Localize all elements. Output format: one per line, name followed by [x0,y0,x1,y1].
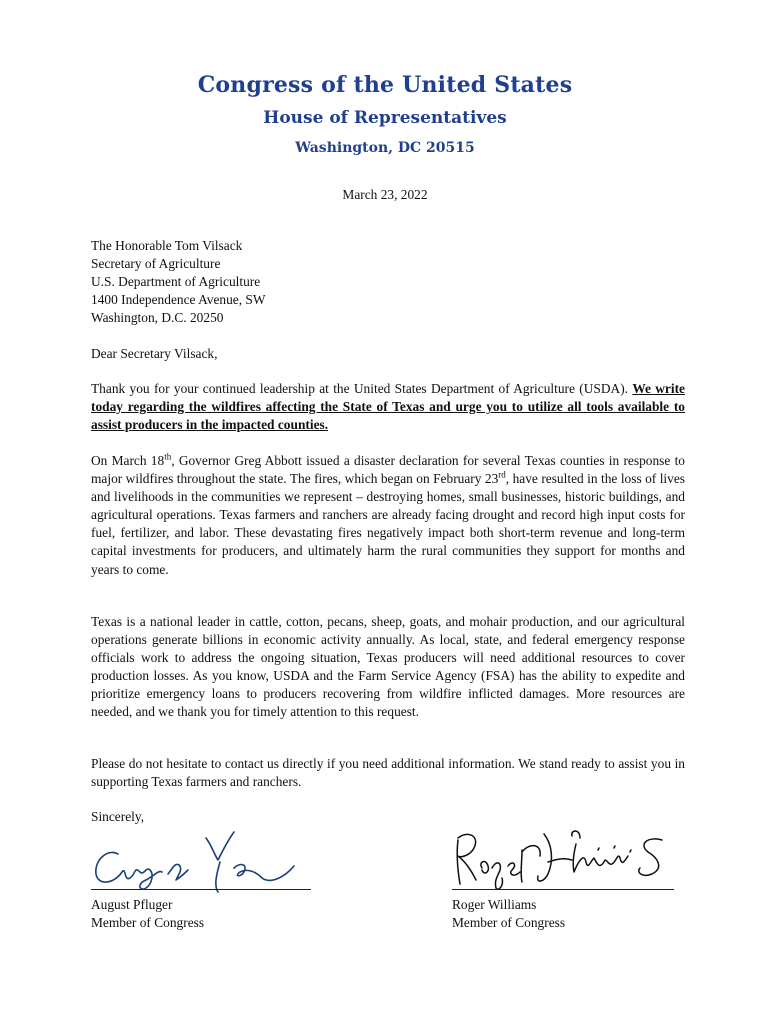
paragraph-1-intro: Thank you for your continued leadership at the United States Department of Agriculture (USDA). [91,381,633,396]
salutation: Dear Secretary Vilsack, [91,346,218,361]
paragraph-1-emphasis: We write today regarding the wildfires affecting the State of Texas and urge you to utilize all tools available to assist producers in the impacted counties. [91,381,685,433]
recipient-city: Washington, D.C. 20250 [91,310,224,326]
signer-name: Roger Williams [452,897,537,912]
paragraph-2-part-b: , Governor Greg Abbott issued a disaster declaration for several Texas counties in response to major wildfires throughout the state. The fires, which began on February 23 [91,453,685,487]
paragraph-2-part-c: , have resulted in the loss of lives and livelihoods in the communities we represent – destroying homes, small businesses, historic buildings, and agricultural operations. Texas farmers and ranchers are already facing drought and record high input costs for fuel, fertilizer, and labor. These devastating fires negatively impact both short-term revenue and long-term capital investments for producers, and ultimately harm the rural communities they support for months and years to come. [91,471,685,577]
paragraph-2 [91,452,685,579]
recipient-name: The Honorable Tom Vilsack [91,238,243,253]
signature-line-pfluger [91,889,311,890]
recipient-title: Secretary of Agriculture [91,256,221,272]
paragraph-1 [91,380,685,434]
recipient-street: 1400 Independence Avenue, SW [91,292,266,308]
signer-name: August Pfluger [91,897,173,912]
recipient-department: U.S. Department of Agriculture [91,274,261,290]
paragraph-3: Texas is a national leader in cattle, cotton, pecans, sheep, goats, and mohair production, and our agricultural operations generate billions in economic activity annually. As local, state, and federal emergency response officials work to address the ongoing situation, Texas producers will need additional resources to cover production losses. As you know, USDA and the Farm Service Agency (FSA) has the ability to expedite and prioritize emergency loans to producers recovering from wildfire inflicted damages. More resources are needed, and we thank you for timely attention to this request. [91,614,685,720]
pfluger-signature [88,826,308,896]
recipient-address [91,237,266,327]
closing: Sincerely, [91,809,145,824]
ordinal-suffix-rd: rd [498,469,506,480]
paragraph-4: Please do not hesitate to contact us directly if you need additional information. We stand ready to assist you in supporting Texas farmers and ranchers. [91,756,685,790]
signer-title: Member of Congress [452,915,566,931]
signer-title: Member of Congress [91,915,205,931]
letterhead-address: Washington, DC 20515 [295,140,475,156]
letter-date: March 23, 2022 [342,187,428,202]
letterhead-congress: Congress of the United States [197,72,573,98]
paragraph-2-part-a: On March 18 [91,453,165,468]
letterhead-house: House of Representatives [263,108,507,128]
signature-line-williams [452,889,674,890]
ordinal-suffix-th: th [164,451,172,462]
williams-signature [452,822,677,894]
signer-block-williams [452,896,565,932]
signer-block-pfluger [91,896,204,932]
